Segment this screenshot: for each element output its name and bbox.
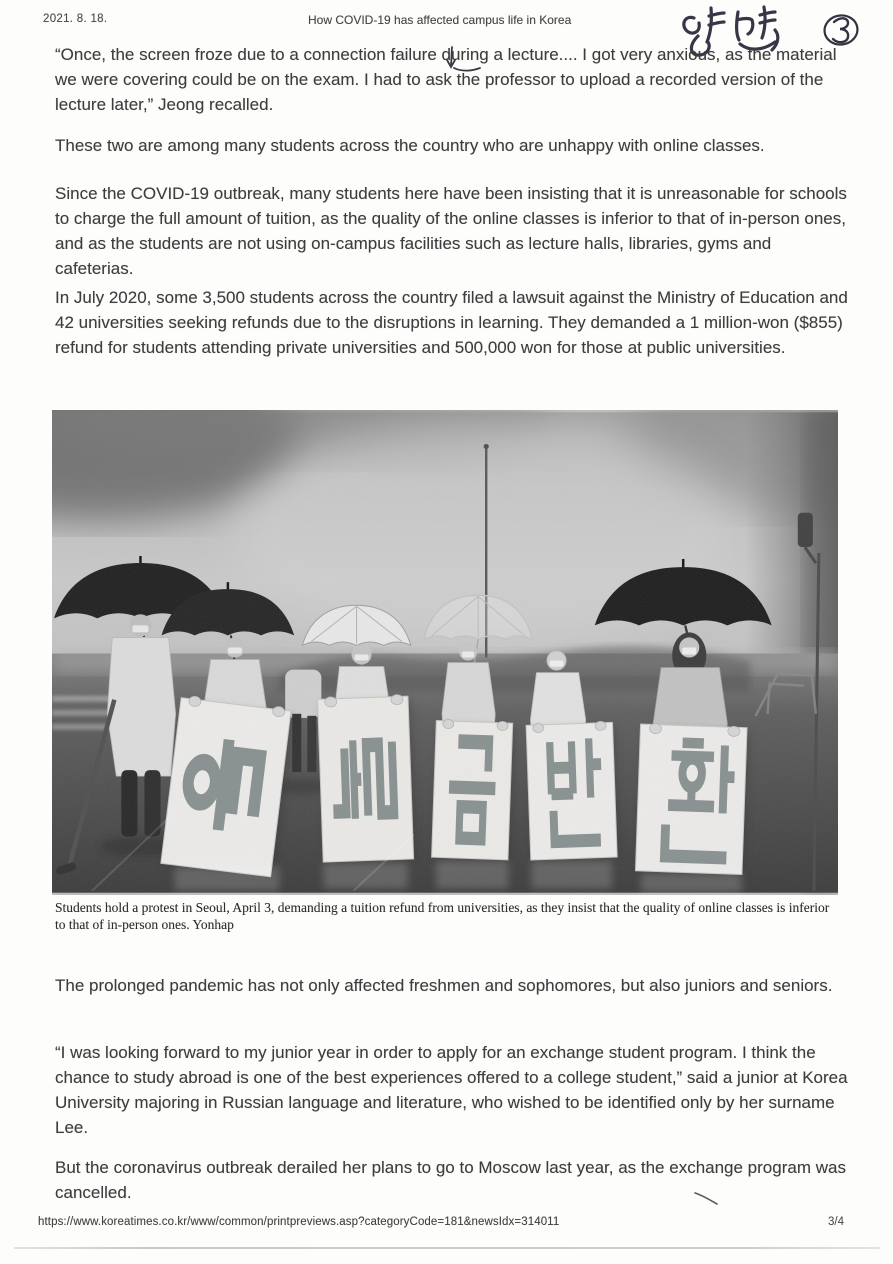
scan-edge-line (14, 1247, 880, 1249)
paragraph-lawsuit: In July 2020, some 3,500 students across the country filed a lawsuit against the Ministry of Education and 42 universities seeking refunds due to the disruptions in learning. They demanded a 1 million-won ($855) refund for students attending private universities and 500,000 won for those at public universities. (55, 288, 848, 357)
document-header-title: How COVID-19 has affected campus life in Korea (308, 13, 572, 27)
paragraph-exchange-quote: “I was looking forward to my junior year in order to apply for an exchange student program. I think the chance to study abroad is one of the best experiences offered to a college student,” said a junior at Korea University majoring in Russian language and literature, who wished to be identified only by her surname Lee. (55, 1043, 848, 1137)
protest-photo-scene (52, 410, 838, 895)
paragraph-moscow: But the coronavirus outbreak derailed her plans to go to Moscow last year, as the exchange program was cancelled. (55, 1158, 846, 1202)
protest-photo (52, 410, 838, 895)
page-number: 3/4 (828, 1216, 844, 1228)
paragraph-tuition-complaint: Since the COVID-19 outbreak, many students here have been insisting that it is unreasonable for schools to charge the full amount of tuition, as the quality of the online classes is inferior to that of in-person ones, and as the students are not using on-campus facilities such as lecture halls, libraries, gyms and cafeterias. (55, 184, 847, 278)
pen-mark-bottom (692, 1190, 722, 1208)
pen-mark-failure (438, 45, 494, 75)
paragraph-prolonged-pandemic: The prolonged pandemic has not only affected freshmen and sophomores, but also juniors and seniors. (55, 976, 833, 995)
source-url: https://www.koreatimes.co.kr/www/common/printpreviews.asp?categoryCode=181&newsIdx=314011 (38, 1216, 560, 1228)
print-date: 2021. 8. 18. (43, 13, 108, 25)
photo-caption: Students hold a protest in Seoul, April 3, demanding a tuition refund from universities, as they insist that the quality of online classes is inferior to that of in-person ones. Yonhap (55, 900, 830, 932)
paragraph-unhappy-students: These two are among many students across the country who are unhappy with online classes. (55, 136, 765, 155)
paragraph-quote-jeong: “Once, the screen froze due to a connection failure during a lecture.... I got very anxious, as the material we were covering could be on the exam. I had to ask the professor to upload a recorded version of the lecture later,” Jeong recalled. (55, 45, 837, 114)
